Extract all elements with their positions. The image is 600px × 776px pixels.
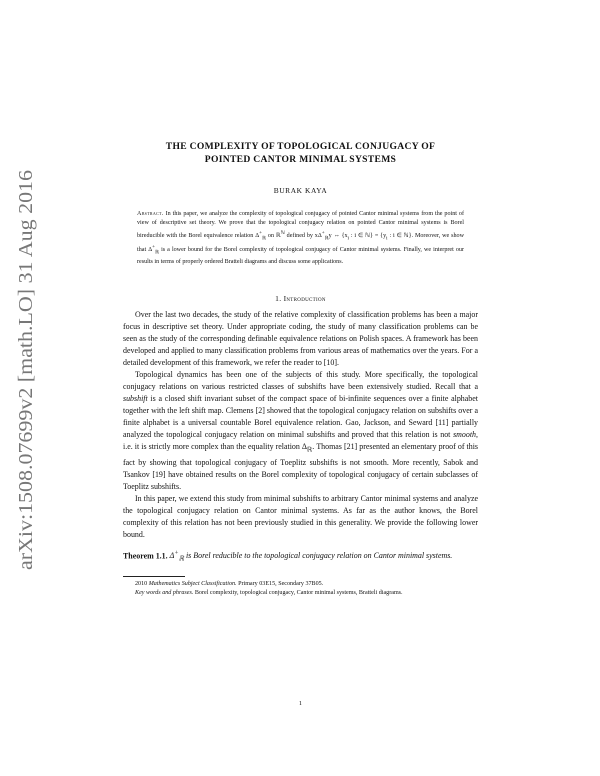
abstract-sub-i-2: i (386, 234, 388, 241)
page-number: 1 (298, 700, 303, 707)
abstract-sup-plus-2: + (321, 229, 325, 236)
paragraph-2: Topological dynamics has been one of the subjects of this study. More specifically, the topological conjugacy relations on various restricted classes of subshifts have been extensively studied. Recall that a subshift is a closed shift invariant subset of the compact space of bi-infinite sequences over a finite alphabet together with the left shift map. Clemens [2] showed that the topological conjugacy relation on subshifts over a finite alphabet is a universal countable Borel equivalence relation. Gao, Jackson, and Seward [11] partially analyzed the topological conjugacy relation on minimal subshifts and proved that this relation is not smooth, i.e. it is strictly more complex than the equality relation $\Delta_ℝ$. Thomas [21] presented an elementary proof of this fact by showing that topological conjugacy of Toeplitz subshifts is not smooth. More recently, Sabok and Tsankov [19] have obtained results on the Borel complexity of topological conjugacy of certain subclasses of Toeplitz subshifts. (123, 369, 478, 491)
theorem-label: Theorem 1.1. (123, 551, 168, 561)
introduction-body (123, 309, 478, 541)
arxiv-identifier: arXiv:1508.07699v2 [math.LO] 31 Aug 2016 (15, 196, 37, 570)
abstract: Abstract. In this paper, we analyze the complexity of topological conjugacy of pointed Cantor minimal systems from the point of view of descriptive set theory. We prove that the topological conjugacy relation on pointed Cantor minimal systems is Borel bireducible with the Borel equivalence relation $\Delta^+_ℝ$ on ℝ$^ℕ$ defined by $x\Delta^+_ℝy$ ⇔ {$x_i$ : i ∈ ℕ} = {$y_i$ : i ∈ ℕ}. Moreover, we show that $\Delta^+_ℝ$ is a lower bound for the Borel complexity of topological conjugacy of Cantor minimal systems. Finally, we interpret our results in terms of properly ordered Bratteli diagrams and discuss some applications. (137, 211, 464, 265)
paragraph-3: In this paper, we extend this study from minimal subshifts to arbitrary Cantor minimal systems and analyze the topological conjugacy relation on Cantor minimal systems. As far as the author knows, the Borel complexity of this relation has not been previously studied in this generality. We provide the following lower bound. (123, 493, 478, 539)
paper-page (123, 140, 478, 707)
footnotes (123, 580, 478, 599)
abstract-sub-r-2: ℝ (324, 234, 329, 241)
abstract-label: Abstract. (137, 211, 164, 217)
section-title: Introduction (283, 293, 326, 303)
footnote-keywords: Key words and phrases. Borel complexity, topological conjugacy, Cantor minimal systems, Bratteli diagrams. (135, 590, 403, 597)
title-line-1: THE COMPLEXITY OF TOPOLOGICAL CONJUGACY OF (165, 141, 436, 152)
section-heading (123, 294, 478, 303)
abstract-sup-plus-3: + (152, 244, 155, 251)
title-line-2: POINTED CANTOR MINIMAL SYSTEMS (204, 154, 397, 165)
paragraph-1: Over the last two decades, the study of the relative complexity of classification problems has been a major focus in descriptive set theory. Under appropriate coding, the study of many classification problems can be seen as the study of the corresponding definable equivalence relations on Polish spaces. A framework has been developed and applied to many classification problems from various areas of mathematics over the years. For a detailed development of this framework, we refer the reader to [10]. (123, 309, 478, 367)
section-number: 1. (275, 293, 282, 303)
theorem-1-1 (123, 548, 478, 566)
arxiv-stamp (8, 170, 38, 570)
footnote-msc: 2010 Mathematics Subject Classification. Primary 03E15, Secondary 37B05. (135, 580, 324, 587)
footnote-rule (123, 576, 185, 577)
abstract-sub-r-3: ℝ (154, 249, 160, 256)
theorem-statement: $\Delta^+_ℝ$ is Borel reducible to the topological conjugacy relation on Cantor minimal systems. (169, 549, 453, 563)
paper-title (123, 140, 478, 166)
author-name: BURAK KAYA (273, 186, 328, 195)
